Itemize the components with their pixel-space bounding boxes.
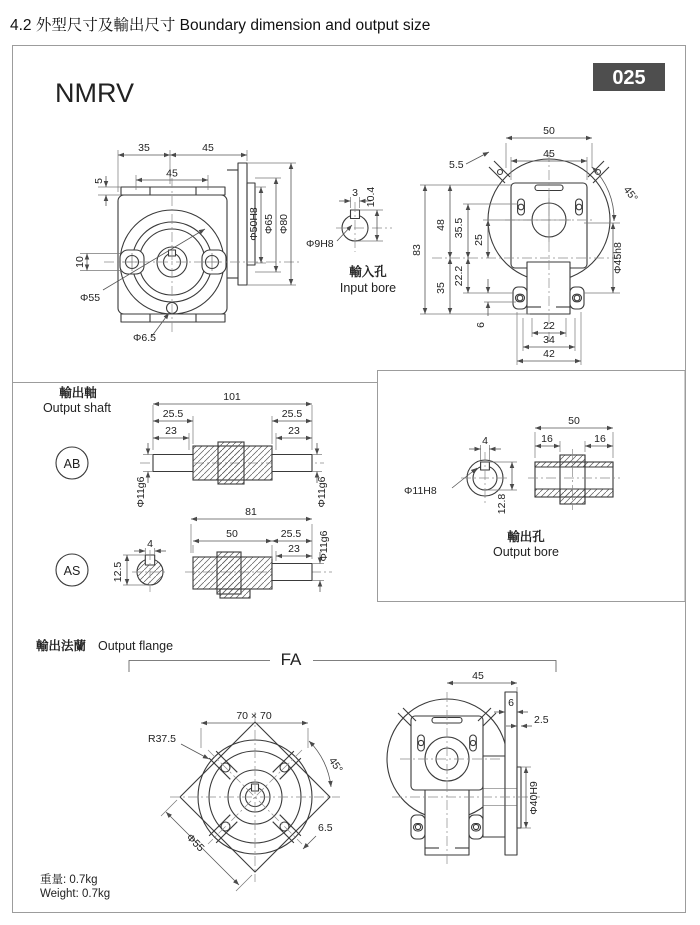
- output-bore-drawing: [404, 415, 620, 559]
- dia-50h8-label: Φ50H8: [248, 207, 260, 241]
- dim-50: 50: [543, 125, 555, 137]
- dim-25: 25: [473, 234, 485, 246]
- input-bore-caption-cn: 輸入孔: [349, 265, 387, 279]
- dim-42: 42: [543, 348, 555, 360]
- dim-23-as: 23: [288, 543, 300, 555]
- dia-55-flange: Φ55: [183, 831, 207, 855]
- dim-4-key: 4: [147, 538, 153, 550]
- dim-16-right: 16: [594, 433, 606, 445]
- output-flange-section: [36, 638, 556, 891]
- dim-12-5: 12.5: [112, 561, 124, 583]
- dim-4-bore: 4: [482, 435, 488, 447]
- dia-45h8-label: Φ45h8: [612, 242, 624, 274]
- input-bore-drawing: [306, 187, 396, 295]
- dia-11h8-label: Φ11H8: [404, 485, 437, 497]
- dim-25-5-left: 25.5: [162, 408, 184, 420]
- dia-11g6-as: Φ11g6: [318, 530, 330, 562]
- dim-6-5-flange: 6.5: [318, 822, 333, 834]
- angle-45-flange: 45°: [325, 755, 345, 776]
- dim-6: 6: [475, 322, 487, 328]
- dia-9h8-label: Φ9H8: [306, 238, 334, 250]
- dia-55-label: Φ55: [80, 292, 101, 304]
- fa-label: FA: [280, 650, 302, 669]
- output-shaft-caption-cn: 輸出軸: [59, 386, 97, 400]
- dim-23-right: 23: [288, 425, 300, 437]
- dim-22-2: 22.2: [453, 265, 465, 287]
- dim-5: 5: [93, 178, 105, 184]
- dim-35: 35: [435, 282, 447, 294]
- dim-45-flange: 45: [472, 670, 484, 682]
- dia-11g6-left: Φ11g6: [135, 476, 147, 508]
- input-bore-caption-en: Input bore: [339, 281, 397, 295]
- dim-101: 101: [223, 391, 241, 403]
- flange-caption-en: Output flange: [98, 639, 174, 653]
- dim-3: 3: [352, 187, 358, 199]
- dim-50-as: 50: [226, 528, 238, 540]
- dim-81: 81: [245, 506, 257, 518]
- r37-5-label: R37.5: [148, 733, 177, 745]
- dim-34: 34: [543, 334, 555, 346]
- dim-83: 83: [411, 244, 423, 256]
- front-view-drawing: [104, 163, 302, 334]
- dim-45: 45: [543, 148, 555, 160]
- dim-23-left: 23: [165, 425, 177, 437]
- variant-as-label: AS: [63, 564, 81, 578]
- dim-35: 35: [138, 142, 150, 154]
- dim-25-5-as: 25.5: [280, 528, 302, 540]
- output-shaft-caption-en: Output shaft: [42, 401, 112, 415]
- dia-65-label: Φ65: [263, 213, 275, 235]
- output-shaft-section: [43, 385, 328, 507]
- output-bore-caption-en: Output bore: [492, 545, 560, 559]
- dim-22: 22: [543, 320, 555, 332]
- size-badge-label: 025: [612, 67, 646, 89]
- flange-caption-cn: 輸出法蘭: [36, 639, 87, 653]
- dim-45-inner: 45: [166, 167, 178, 180]
- output-shaft-as: [56, 506, 332, 598]
- dim-12-8: 12.8: [496, 493, 508, 515]
- output-bore-caption-cn: 輸出孔: [507, 530, 545, 544]
- section-title: 4.2 外型尺寸及輸出尺寸 Boundary dimension and output size: [10, 17, 431, 34]
- dim-35-5: 35.5: [453, 217, 465, 239]
- dim-5-5: 5.5: [449, 159, 464, 171]
- variant-ab-label: AB: [63, 457, 81, 471]
- dim-16-left: 16: [541, 433, 553, 445]
- dim-48: 48: [435, 219, 447, 231]
- dim-10-4: 10.4: [365, 186, 377, 208]
- dim-70x70: 70 × 70: [236, 710, 272, 722]
- model-name: NMRV: [55, 78, 135, 108]
- dim-50-bore: 50: [568, 415, 580, 427]
- dia-11g6-right: Φ11g6: [316, 476, 328, 508]
- dim-45-outer: 45: [202, 142, 214, 154]
- dia-80-label: Φ80: [278, 213, 290, 235]
- dim-10: 10: [74, 256, 86, 268]
- dim-25-5-right: 25.5: [281, 408, 303, 420]
- weight-cn: 重量: 0.7kg: [40, 874, 98, 886]
- dim-2-5-flange: 2.5: [534, 714, 549, 726]
- weight-en: Weight: 0.7kg: [40, 888, 111, 900]
- side-view-drawing: [432, 152, 620, 342]
- dia-6-5-label: Φ6.5: [133, 332, 156, 344]
- size-badge: [593, 63, 665, 91]
- dim-6-flange: 6: [508, 697, 514, 709]
- angle-45: 45°: [620, 184, 640, 205]
- dia-40h9-label: Φ40H9: [528, 781, 540, 815]
